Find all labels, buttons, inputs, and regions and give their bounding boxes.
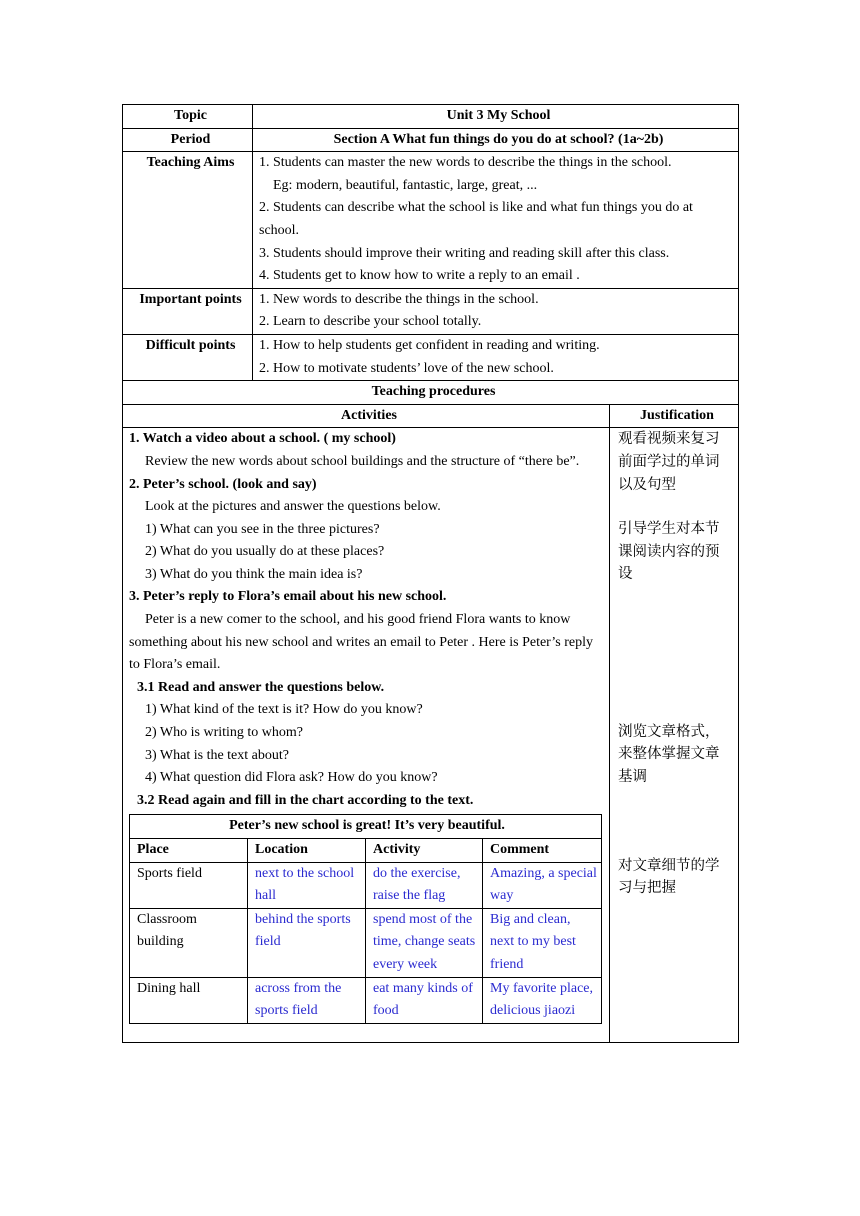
procedures-title: Teaching procedures	[123, 381, 739, 405]
chart-cell-comment: My favorite place, delicious jiaozi	[483, 977, 602, 1023]
difficult-points-row	[123, 334, 739, 380]
justification-content	[610, 428, 739, 1042]
chart-row	[130, 908, 602, 977]
chart-cell-comment: Amazing, a special way	[483, 862, 602, 908]
difficult-item: 1. How to help students get confident in reading and writing.	[259, 337, 600, 353]
step-3-1-question: 3) What is the text about?	[145, 747, 289, 763]
topic-row	[123, 105, 739, 129]
chart-cell-activity: eat many kinds of food	[366, 977, 483, 1023]
topic-label: Topic	[123, 105, 253, 129]
step-3-2-title: 3.2 Read again and fill in the chart according to the text.	[137, 792, 474, 808]
chart-cell-location: across from the sports field	[248, 977, 366, 1023]
chart-cell-place: Sports field	[130, 862, 248, 908]
activities-header: Activities	[123, 404, 610, 428]
chart-cell-location: next to the school hall	[248, 862, 366, 908]
chart-title: Peter’s new school is great! It’s very beautiful.	[130, 815, 602, 839]
important-label: Important points	[123, 288, 253, 334]
activities-content	[123, 428, 610, 1042]
chart-header-activity: Activity	[366, 839, 483, 863]
chart-cell-activity: do the exercise, raise the flag	[366, 862, 483, 908]
step-2-intro: Look at the pictures and answer the questions below.	[145, 499, 441, 515]
difficult-item: 2. How to motivate students’ love of the new school.	[259, 360, 554, 376]
justification-note: 引导学生对本节课阅读内容的预设	[618, 521, 720, 583]
chart-header-place: Place	[130, 839, 248, 863]
period-value: Section A What fun things do you do at school? (1a~2b)	[253, 128, 739, 152]
period-label: Period	[123, 128, 253, 152]
aim-item: 2. Students can describe what the school is like and what fun things you do at school.	[259, 200, 693, 238]
difficult-label: Difficult points	[123, 334, 253, 380]
step-3-1-question: 1) What kind of the text is it? How do you know?	[145, 702, 423, 718]
justification-note: 对文章细节的学习与把握	[618, 857, 720, 897]
chart-cell-place: Classroom building	[130, 908, 248, 977]
step-3-text: Peter is a new comer to the school, and his good friend Flora wants to know something about his new school and writes an email to Peter . Here is Peter’s reply to Flora’s email.	[129, 612, 593, 673]
procedures-body-row	[123, 428, 739, 1042]
step-2-question: 3) What do you think the main idea is?	[145, 566, 363, 582]
topic-value: Unit 3 My School	[253, 105, 739, 129]
important-item: 1. New words to describe the things in the school.	[259, 291, 539, 307]
step-3-title: 3. Peter’s reply to Flora’s email about his new school.	[129, 589, 447, 605]
lesson-plan-page	[122, 104, 738, 1043]
important-content	[253, 288, 739, 334]
step-1-title: 1. Watch a video about a school. ( my school)	[129, 431, 396, 447]
chart-cell-comment: Big and clean, next to my best friend	[483, 908, 602, 977]
important-points-row	[123, 288, 739, 334]
aims-label: Teaching Aims	[123, 152, 253, 289]
step-3-1-question: 4) What question did Flora ask? How do you know?	[145, 770, 438, 786]
chart-row	[130, 977, 602, 1023]
chart-header-location: Location	[248, 839, 366, 863]
aims-row	[123, 152, 739, 289]
step-2-question: 1) What can you see in the three pictures?	[145, 521, 380, 537]
aims-content	[253, 152, 739, 289]
chart-cell-location: behind the sports field	[248, 908, 366, 977]
step-2-question: 2) What do you usually do at these places?	[145, 544, 385, 560]
justification-note: 浏览文章格式，来整体掌握文章基调	[618, 723, 720, 786]
reading-chart	[129, 814, 602, 1023]
chart-cell-activity: spend most of the time, change seats every week	[366, 908, 483, 977]
lesson-plan-table	[122, 104, 739, 1043]
aim-example: Eg: modern, beautiful, fantastic, large, great, ...	[273, 177, 538, 193]
justification-note: 观看视频来复习前面学过的单词以及句型	[618, 431, 720, 493]
difficult-content	[253, 334, 739, 380]
important-item: 2. Learn to describe your school totally.	[259, 314, 482, 330]
procedures-title-row	[123, 381, 739, 405]
chart-cell-place: Dining hall	[130, 977, 248, 1023]
step-3-1-question: 2) Who is writing to whom?	[145, 725, 304, 741]
aim-item: 3. Students should improve their writing and reading skill after this class.	[259, 245, 670, 261]
chart-header-comment: Comment	[483, 839, 602, 863]
aim-item: 1. Students can master the new words to describe the things in the school.	[259, 155, 672, 171]
step-3-1-title: 3.1 Read and answer the questions below.	[137, 679, 385, 695]
justification-header: Justification	[610, 404, 739, 428]
period-row	[123, 128, 739, 152]
step-2-title: 2. Peter’s school. (look and say)	[129, 476, 317, 492]
chart-row	[130, 862, 602, 908]
step-1-text: Review the new words about school buildings and the structure of “there be”.	[145, 453, 580, 469]
aim-item: 4. Students get to know how to write a reply to an email .	[259, 268, 580, 284]
chart-title-row	[130, 815, 602, 839]
chart-header-row	[130, 839, 602, 863]
procedures-header-row	[123, 404, 739, 428]
